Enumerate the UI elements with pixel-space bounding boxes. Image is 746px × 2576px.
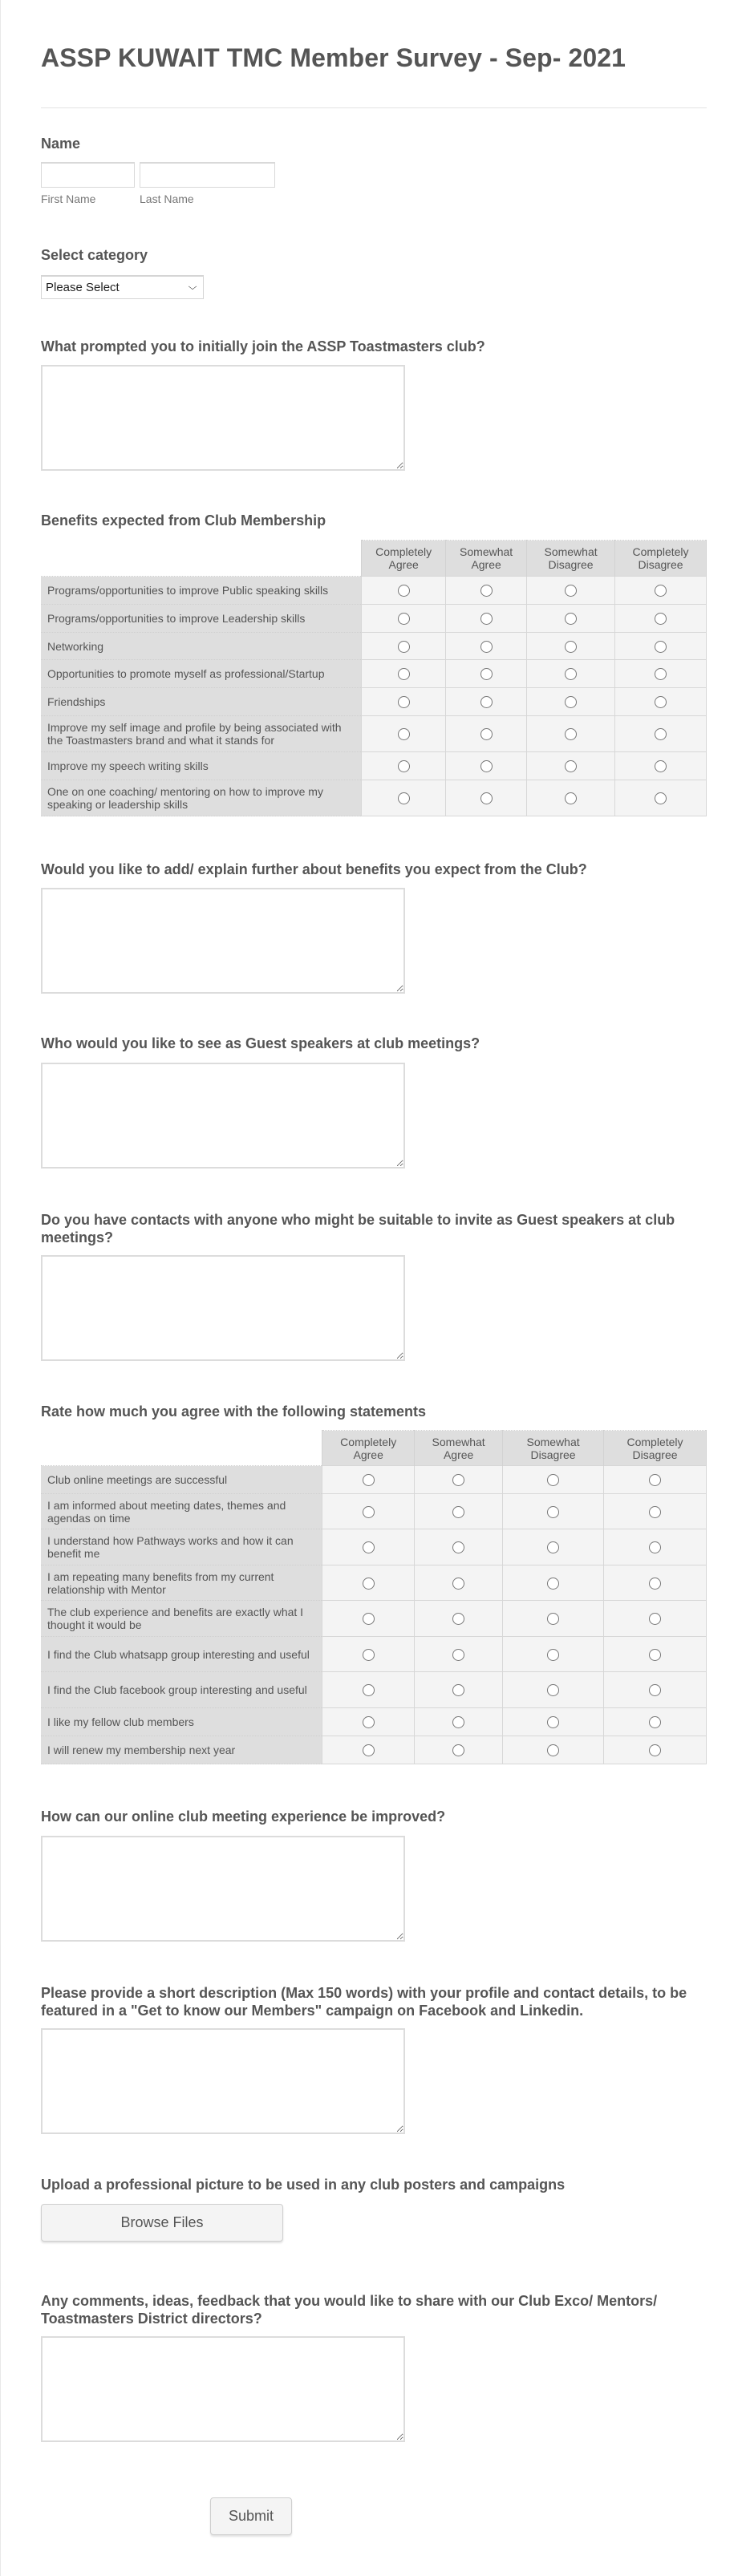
row-label: Networking (41, 633, 362, 660)
radio-completely-disagree[interactable] (655, 760, 667, 772)
contacts-label: Do you have contacts with anyone who might be suitable to invite as Guest speakers at club meetings? (41, 1212, 675, 1245)
header-divider (41, 107, 707, 108)
matrix-row (41, 633, 707, 660)
radio-completely-disagree[interactable] (655, 696, 667, 708)
radio-completely-agree[interactable] (363, 1684, 375, 1696)
form-title: ASSP KUWAIT TMC Member Survey - Sep- 2021 (41, 43, 626, 72)
radio-completely-agree[interactable] (398, 760, 410, 772)
radio-somewhat-agree[interactable] (452, 1649, 464, 1661)
radio-somewhat-agree[interactable] (452, 1541, 464, 1553)
row-label: Programs/opportunities to improve Leadership skills (41, 605, 362, 633)
column-header: Somewhat Disagree (527, 541, 615, 577)
matrix-row (41, 1736, 707, 1764)
radio-completely-agree[interactable] (363, 1541, 375, 1553)
matrix-row (41, 1637, 707, 1672)
column-header: Somewhat Disagree (503, 1431, 604, 1466)
radio-completely-disagree[interactable] (655, 613, 667, 625)
row-label: One on one coaching/ mentoring on how to improve my speaking or leadership skills (41, 780, 362, 816)
radio-completely-agree[interactable] (398, 696, 410, 708)
online-improve-textarea[interactable] (41, 1836, 405, 1942)
row-label: I am informed about meeting dates, themes and agendas on time (41, 1494, 322, 1529)
row-label: Improve my speech writing skills (41, 752, 362, 780)
online-improve-label: How can our online club meeting experience be improved? (41, 1808, 446, 1825)
radio-somewhat-agree[interactable] (480, 613, 493, 625)
submit-button[interactable]: Submit (210, 2497, 292, 2535)
radio-completely-agree[interactable] (363, 1744, 375, 1756)
matrix-corner (41, 541, 362, 577)
matrix-row (41, 577, 707, 605)
radio-somewhat-disagree[interactable] (547, 1649, 559, 1661)
matrix-row (41, 752, 707, 780)
radio-somewhat-agree[interactable] (452, 1613, 464, 1625)
radio-completely-disagree[interactable] (649, 1541, 661, 1553)
matrix-row (41, 660, 707, 688)
radio-somewhat-disagree[interactable] (547, 1684, 559, 1696)
guest-speakers-textarea[interactable] (41, 1063, 405, 1169)
radio-completely-agree[interactable] (398, 668, 410, 680)
radio-somewhat-agree[interactable] (452, 1684, 464, 1696)
radio-somewhat-agree[interactable] (480, 585, 493, 597)
radio-somewhat-disagree[interactable] (565, 696, 577, 708)
row-label: Opportunities to promote myself as professional/Startup (41, 660, 362, 688)
contacts-textarea[interactable] (41, 1255, 405, 1361)
row-label: I will renew my membership next year (41, 1736, 322, 1764)
matrix-row (41, 1601, 707, 1637)
radio-somewhat-agree[interactable] (480, 792, 493, 804)
radio-somewhat-agree[interactable] (452, 1744, 464, 1756)
guest-speakers-label: Who would you like to see as Guest speakers at club meetings? (41, 1035, 480, 1051)
last-name-input[interactable] (140, 162, 275, 188)
browse-files-button[interactable]: Browse Files (41, 2204, 283, 2242)
radio-completely-agree[interactable] (363, 1649, 375, 1661)
radio-somewhat-disagree[interactable] (547, 1613, 559, 1625)
last-name-sublabel: Last Name (140, 192, 194, 205)
column-header: Completely Agree (362, 541, 446, 577)
radio-somewhat-disagree[interactable] (565, 792, 577, 804)
matrix-row (41, 1708, 707, 1736)
matrix-row (41, 1565, 707, 1601)
radio-somewhat-agree[interactable] (480, 668, 493, 680)
radio-somewhat-agree[interactable] (480, 696, 493, 708)
upload-label: Upload a professional picture to be used in any club posters and campaigns (41, 2177, 566, 2193)
radio-completely-agree[interactable] (363, 1613, 375, 1625)
radio-somewhat-agree[interactable] (480, 760, 493, 772)
row-label: The club experience and benefits are exactly what I thought it would be (41, 1601, 322, 1637)
benefits-matrix (41, 540, 707, 816)
row-label: Programs/opportunities to improve Public speaking skills (41, 577, 362, 605)
radio-somewhat-disagree[interactable] (547, 1744, 559, 1756)
radio-somewhat-disagree[interactable] (547, 1474, 559, 1486)
statements-matrix-label: Rate how much you agree with the following statements (41, 1403, 427, 1420)
join-reason-textarea[interactable] (41, 365, 405, 471)
column-header: Somewhat Agree (415, 1431, 503, 1466)
benefits-more-label: Would you like to add/ explain further about benefits you expect from the Club? (41, 861, 587, 877)
benefits-matrix-label: Benefits expected from Club Membership (41, 512, 326, 529)
radio-completely-agree[interactable] (398, 728, 410, 740)
radio-somewhat-disagree[interactable] (565, 641, 577, 653)
row-label: Club online meetings are successful (41, 1466, 322, 1494)
radio-completely-agree[interactable] (398, 585, 410, 597)
radio-somewhat-disagree[interactable] (565, 585, 577, 597)
chevron-down-icon: ⌵ (188, 282, 197, 292)
matrix-row (41, 605, 707, 633)
column-header: Completely Disagree (604, 1431, 707, 1466)
radio-somewhat-disagree[interactable] (547, 1578, 559, 1590)
row-label: I find the Club facebook group interesting and useful (41, 1672, 322, 1708)
radio-somewhat-disagree[interactable] (565, 668, 577, 680)
radio-completely-disagree[interactable] (649, 1649, 661, 1661)
matrix-row (41, 716, 707, 752)
category-select[interactable] (41, 275, 204, 299)
row-label: Improve my self image and profile by being associated with the Toastmasters brand and what it stands for (41, 716, 362, 752)
first-name-input[interactable] (41, 162, 135, 188)
row-label: I find the Club whatsapp group interesting and useful (41, 1637, 322, 1672)
comments-label: Any comments, ideas, feedback that you would like to share with our Club Exco/ Mentors/ Toastmasters District directors? (41, 2293, 658, 2327)
radio-completely-agree[interactable] (363, 1578, 375, 1590)
radio-somewhat-agree[interactable] (452, 1506, 464, 1518)
benefits-more-textarea[interactable] (41, 888, 405, 994)
row-label: Friendships (41, 688, 362, 716)
name-label: Name (41, 136, 81, 152)
radio-completely-agree[interactable] (363, 1716, 375, 1728)
join-question-label: What prompted you to initially join the ASSP Toastmasters club? (41, 338, 485, 354)
radio-completely-disagree[interactable] (649, 1716, 661, 1728)
profile-description-textarea[interactable] (41, 2028, 405, 2134)
radio-completely-disagree[interactable] (655, 792, 667, 804)
radio-completely-disagree[interactable] (649, 1474, 661, 1486)
radio-somewhat-disagree[interactable] (547, 1541, 559, 1553)
radio-completely-disagree[interactable] (655, 728, 667, 740)
radio-somewhat-disagree[interactable] (565, 760, 577, 772)
matrix-row (41, 1672, 707, 1708)
radio-completely-agree[interactable] (398, 641, 410, 653)
radio-completely-agree[interactable] (363, 1474, 375, 1486)
column-header: Completely Disagree (615, 541, 707, 577)
radio-somewhat-disagree[interactable] (565, 728, 577, 740)
radio-somewhat-disagree[interactable] (547, 1506, 559, 1518)
row-label: I am repeating many benefits from my current relationship with Mentor (41, 1565, 322, 1601)
column-header: Completely Agree (322, 1431, 415, 1466)
matrix-row (41, 1494, 707, 1529)
radio-somewhat-agree[interactable] (452, 1474, 464, 1486)
matrix-row (41, 688, 707, 716)
radio-somewhat-agree[interactable] (480, 728, 493, 740)
matrix-row (41, 1529, 707, 1565)
matrix-row (41, 1466, 707, 1494)
row-label: I like my fellow club members (41, 1708, 322, 1736)
radio-completely-disagree[interactable] (649, 1578, 661, 1590)
radio-completely-agree[interactable] (398, 792, 410, 804)
radio-completely-disagree[interactable] (649, 1613, 661, 1625)
profile-description-label: Please provide a short description (Max 150 words) with your profile and contact details, to be featured in a "Get to know our Members" campaign on Facebook and Linkedin. (41, 1985, 687, 2019)
statements-matrix (41, 1430, 707, 1764)
radio-completely-agree[interactable] (363, 1506, 375, 1518)
comments-textarea[interactable] (41, 2336, 405, 2442)
radio-completely-disagree[interactable] (655, 585, 667, 597)
radio-somewhat-disagree[interactable] (547, 1716, 559, 1728)
category-selected-value: Please Select (46, 281, 120, 294)
radio-completely-disagree[interactable] (649, 1506, 661, 1518)
category-label: Select category (41, 247, 148, 263)
radio-completely-disagree[interactable] (655, 641, 667, 653)
radio-somewhat-disagree[interactable] (565, 613, 577, 625)
row-label: I understand how Pathways works and how it can benefit me (41, 1529, 322, 1565)
radio-somewhat-agree[interactable] (452, 1716, 464, 1728)
matrix-corner (41, 1431, 322, 1466)
radio-completely-disagree[interactable] (655, 668, 667, 680)
first-name-sublabel: First Name (41, 192, 96, 205)
radio-somewhat-agree[interactable] (452, 1578, 464, 1590)
radio-somewhat-agree[interactable] (480, 641, 493, 653)
radio-completely-disagree[interactable] (649, 1684, 661, 1696)
radio-completely-agree[interactable] (398, 613, 410, 625)
column-header: Somewhat Agree (446, 541, 527, 577)
matrix-row (41, 780, 707, 816)
radio-completely-disagree[interactable] (649, 1744, 661, 1756)
